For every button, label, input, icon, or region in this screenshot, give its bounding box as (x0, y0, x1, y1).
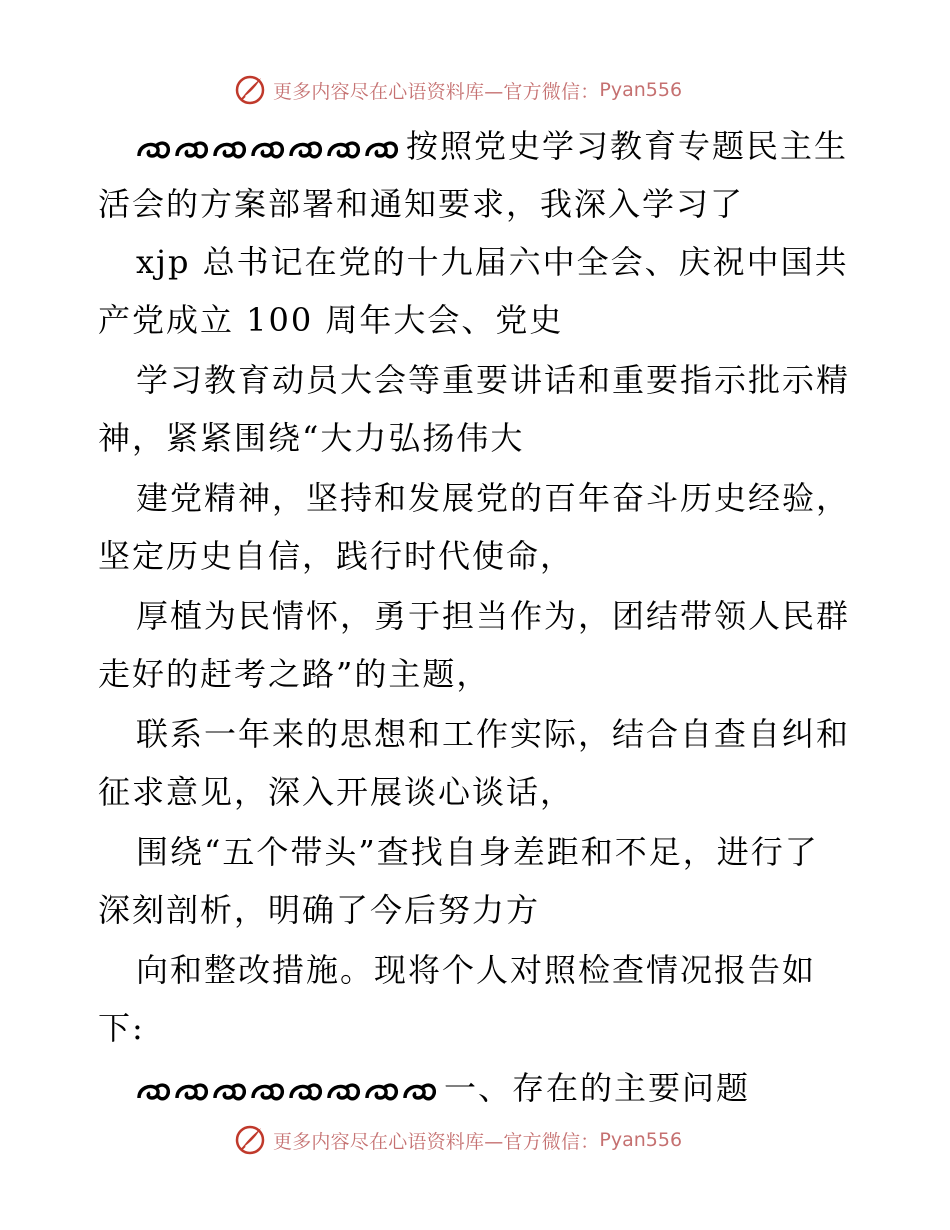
quill-logo-icon (233, 73, 267, 107)
paragraph-line (98, 534, 574, 578)
paragraph-line (98, 770, 574, 814)
watermark-contact: Pyan556 (599, 1129, 683, 1151)
ornament-glyphs-icon (136, 1078, 444, 1108)
paragraph-line (98, 1006, 145, 1050)
footer-watermark (233, 1122, 682, 1158)
paragraph-text: xjp 总书记在党的十九届六中全会、庆祝中国共 (136, 243, 849, 281)
heading-text: 一、存在的主要问题 (444, 1069, 751, 1107)
paragraph-line (98, 416, 524, 460)
paragraph-line (98, 182, 744, 226)
paragraph-line (136, 240, 849, 284)
paragraph-line (136, 124, 848, 171)
paragraph-line (98, 652, 490, 696)
paragraph-line (136, 712, 850, 756)
paragraph-text: 厚植为民情怀，勇于担当作为，团结带领人民群 (136, 597, 851, 635)
header-watermark (233, 72, 682, 108)
paragraph-line (98, 298, 563, 342)
paragraph-text: 围绕“五个带头”查找自身差距和不足，进行了 (136, 833, 819, 871)
paragraph-text: 神，紧紧围绕“大力弘扬伟大 (98, 419, 525, 457)
watermark-text: 更多内容尽在心语资料库—官方微信： (273, 80, 600, 103)
ornament-row (136, 127, 406, 171)
paragraph-line (136, 948, 816, 992)
paragraph-text: 坚定历史自信，践行时代使命， (98, 537, 575, 575)
paragraph-text: 活会的方案部署和通知要求，我深入学习了 (98, 185, 745, 223)
ornament-glyphs-icon (136, 136, 406, 166)
quill-logo-icon (233, 1123, 267, 1157)
paragraph-line (136, 830, 819, 874)
paragraph-text: 深刻剖析，明确了今后努力方 (98, 891, 541, 929)
paragraph-text: 走好的赶考之路”的主题， (98, 655, 491, 693)
paragraph-line (136, 594, 850, 638)
watermark-text: 更多内容尽在心语资料库—官方微信： (273, 1130, 600, 1153)
paragraph-text: 征求意见，深入开展谈心谈话， (98, 773, 575, 811)
paragraph-text: 向和整改措施。现将个人对照检查情况报告如 (136, 951, 817, 989)
paragraph-text: 按照党史学习教育专题民主生 (406, 127, 849, 165)
paragraph-line (98, 888, 540, 932)
paragraph-text: 建党精神，坚持和发展党的百年奋斗历史经验， (136, 479, 851, 517)
section-heading (136, 1066, 750, 1113)
paragraph-text: 学习教育动员大会等重要讲话和重要指示批示精 (136, 361, 851, 399)
paragraph-text: 产党成立 100 周年大会、党史 (98, 301, 564, 339)
paragraph-line (136, 476, 850, 520)
paragraph-line (136, 358, 850, 402)
ornament-row (136, 1069, 444, 1113)
paragraph-text: 联系一年来的思想和工作实际，结合自查自纠和 (136, 715, 851, 753)
paragraph-text: 下: (98, 1009, 145, 1047)
watermark-contact: Pyan556 (599, 79, 683, 101)
